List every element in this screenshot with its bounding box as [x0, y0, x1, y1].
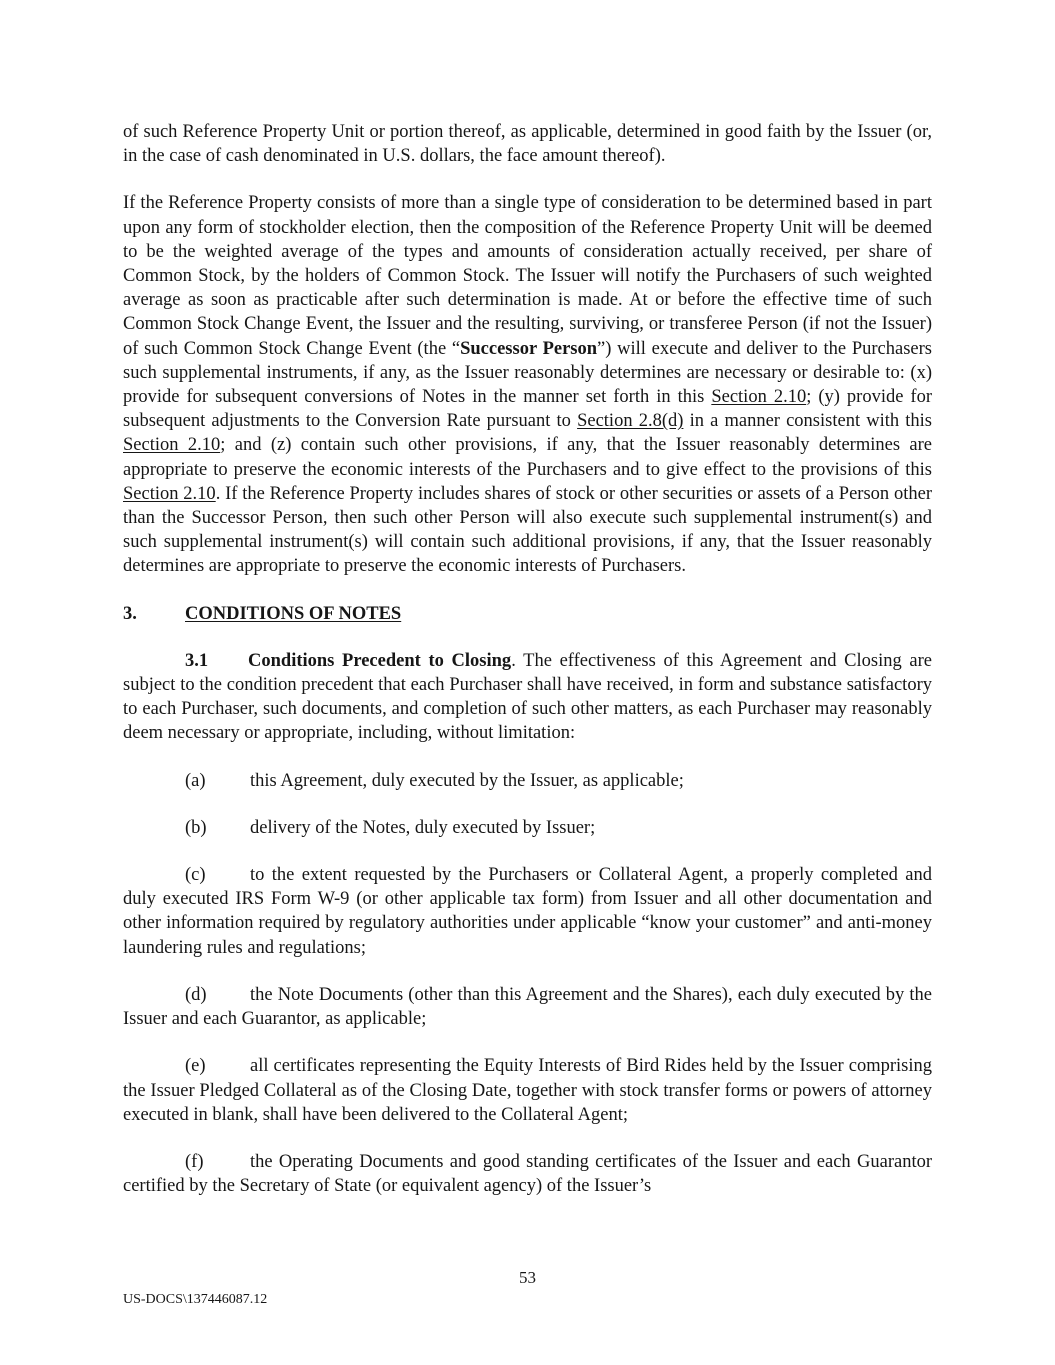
- section-3-title: CONDITIONS OF NOTES: [185, 603, 402, 624]
- xref-section-2-10: Section 2.10: [711, 387, 807, 408]
- condition-item-a-label: (a): [185, 770, 206, 791]
- term-successor-person: Successor Person: [460, 338, 598, 359]
- condition-item-b-label: (b): [185, 817, 207, 838]
- xref-section-2-8d: Section 2.8(d): [577, 411, 684, 432]
- condition-item-e-label: (e): [185, 1056, 206, 1077]
- page-content: [123, 120, 932, 1221]
- xref-section-2-10: Section 2.10: [123, 435, 221, 456]
- text-segment: If the Reference Property consists of more than a single type of consideration to be determined based in part upon any form of stockholder election, then the composition of the Reference Property Unit will be deemed to be the weighted average of the types and amounts of consideration actually received, per share of Common Stock, by the holders of Common Stock. The Issuer will notify the Purchasers of such weighted average as soon as practicable after such determination is made. At or before the effective time of such Common Stock Change Event, the Issuer and the resulting, surviving, or transferee Person (if not the Issuer) of such Common Stock Change Event (the “: [123, 193, 932, 359]
- xref-section-2-10: Section 2.10: [123, 483, 216, 504]
- section-3-1-paragraph: [123, 649, 932, 746]
- reference-property-paragraph: [123, 191, 932, 578]
- text-segment: ”) will execute and deliver to the Purchasers such supplemental instruments, if any, as the Issuer reasonably determines are necessary or desirable to: (x) provide for subsequent conversions of Notes in the manner set forth in this: [123, 338, 933, 408]
- condition-item-d-text: the Note Documents (other than this Agreement and the Shares), each duly executed by the Issuer and each Guarantor, as applicable;: [123, 984, 932, 1030]
- text-segment: . If the Reference Property includes shares of stock or other securities or assets of a Person other than the Successor Person, then such other Person will also execute such supplemental instrument(s) and such supplemental instrument(s) will contain such additional provisions, if any, that the Issuer reasonably determines are appropriate to preserve the economic interests of Purchasers.: [123, 483, 932, 577]
- page-number: 53: [519, 1268, 536, 1287]
- condition-item-c-text: to the extent requested by the Purchasers or Collateral Agent, a properly completed and duly executed IRS Form W-9 (or other applicable tax form) from Issuer and all other documentation and other information required by regulatory authorities under applicable “know your customer” and anti-money laundering rules and regulations;: [123, 865, 932, 958]
- footer-doc-id: US-DOCS\137446087.12: [123, 1292, 268, 1307]
- text-segment: ; and (z) contain such other provisions, if any, that the Issuer reasonably determines are appropriate to preserve the economic interests of the Purchasers and to give effect to the provisions of this: [123, 435, 933, 480]
- condition-item-c: [123, 863, 932, 960]
- section-3-1-number: 3.1: [185, 650, 209, 671]
- section-3-number: 3.: [123, 603, 137, 624]
- text-segment: ; (y) provide for subsequent adjustments to the Conversion Rate pursuant to: [123, 387, 932, 432]
- condition-item-f-label: (f): [185, 1151, 204, 1172]
- section-3-heading: [123, 602, 932, 626]
- section-3-1-title: Conditions Precedent to Closing: [248, 650, 512, 671]
- condition-item-a: [123, 769, 932, 793]
- condition-item-f: [123, 1150, 932, 1198]
- section-3-1-body: . The effectiveness of this Agreement and Closing are subject to the condition precedent that each Purchaser shall have received, in form and substance satisfactory to each Purchaser, such documents, and completion of such other matters, as each Purchaser may reasonably deem necessary or appropriate, including, without limitation:: [123, 650, 932, 744]
- carryover-paragraph: of such Reference Property Unit or portion thereof, as applicable, determined in good faith by the Issuer (or, in the case of cash denominated in U.S. dollars, the face amount thereof).: [123, 122, 932, 167]
- condition-item-e: [123, 1054, 932, 1127]
- condition-item-e-text: all certificates representing the Equity Interests of Bird Rides held by the Issuer comprising the Issuer Pledged Collateral as of the Closing Date, together with stock transfer forms or powers of attorney executed in blank, shall have been delivered to the Collateral Agent;: [123, 1056, 932, 1125]
- text-segment: in a manner consistent with this: [683, 411, 932, 432]
- condition-item-d: [123, 983, 932, 1031]
- condition-item-b: [123, 816, 932, 840]
- condition-item-a-text: this Agreement, duly executed by the Issuer, as applicable;: [250, 770, 684, 791]
- condition-item-d-label: (d): [185, 984, 207, 1005]
- condition-item-b-text: delivery of the Notes, duly executed by Issuer;: [250, 817, 596, 838]
- condition-item-c-label: (c): [185, 865, 206, 886]
- condition-item-f-text: the Operating Documents and good standing certificates of the Issuer and each Guarantor certified by the Secretary of State (or equivalent agency) of the Issuer’s: [123, 1151, 932, 1197]
